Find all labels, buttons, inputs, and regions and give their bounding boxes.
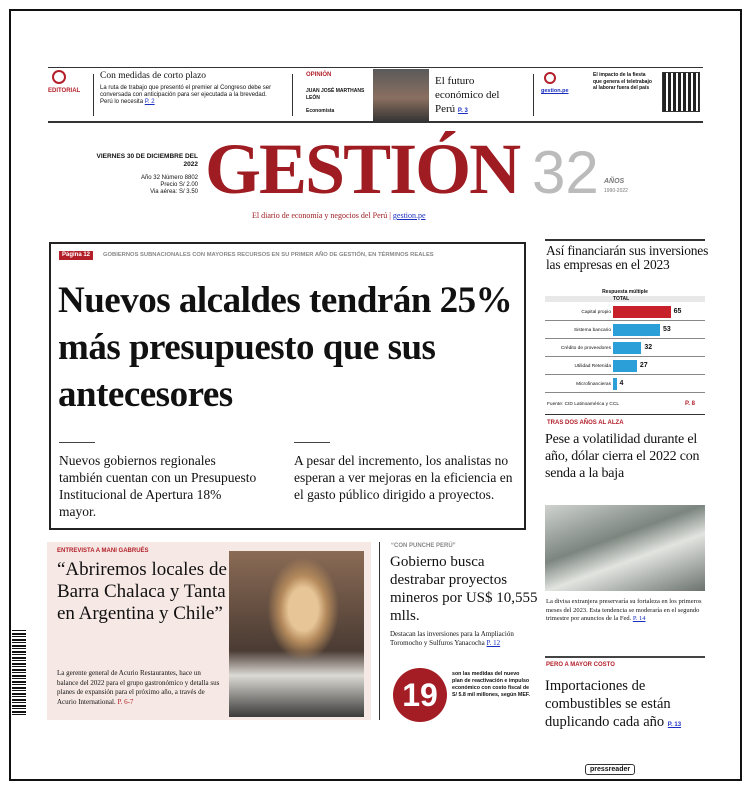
price-provinces: Via aérea: S/ 3.50 xyxy=(150,189,198,195)
chart-bar xyxy=(613,360,637,372)
lead-subhead-2: A pesar del incremento, los analistas no esperan a ver mejoras en la eficiencia en el gasto público dirigido a proyectos. xyxy=(294,453,513,502)
editorial-title: Con medidas de corto plazo xyxy=(100,71,207,81)
interview-headline[interactable]: “Abriremos locales de Barra Chalaca y Tanta en Argentina y Chile” xyxy=(57,559,227,624)
editorial-ref-link[interactable]: P. 2 xyxy=(144,99,155,105)
editorial-text: La ruta de trabajo que presentó el premier al Congreso debe ser conversada con anticipación para ser ejecutada a la brevedad. Perú lo necesita xyxy=(100,85,272,105)
chart-row xyxy=(545,339,705,357)
stat-text: son las medidas del nuevo plan de reactivación e impulso económico con costo fiscal de S/ 5.8 mil millones, según MEF. xyxy=(452,671,531,698)
mining-text: Destacan las inversiones para la Ampliación Toromocho y Sulfuros Yanacocha xyxy=(390,630,514,647)
price: Precio S/ 2.00 xyxy=(160,182,198,188)
chart-value-label: 27 xyxy=(639,362,648,369)
page-tag: Página 12 xyxy=(59,251,93,260)
chart-row xyxy=(545,321,705,339)
issue-date: VIERNES 30 DE DICIEMBRE DEL 2022 xyxy=(96,153,198,168)
chart-category-label: Crédito de proveedores xyxy=(560,346,611,351)
chart-value-label: 32 xyxy=(644,344,653,351)
chart-row xyxy=(545,357,705,375)
lead-headline[interactable]: Nuevos alcaldes tendrán 25% más presupuesto que sus antecesores xyxy=(58,280,513,415)
fuel-headline[interactable]: Importaciones de combustibles se están duplicando cada año xyxy=(545,678,671,730)
chart-title: Así financiarán sus inversiones las empresas en el 2023 xyxy=(546,243,709,272)
web-link[interactable]: gestion.pe xyxy=(541,88,569,94)
chart-row xyxy=(545,375,705,393)
dollar-headline[interactable]: Pese a volatilidad durante el año, dólar cierra el 2022 con senda a la baja xyxy=(545,432,700,481)
site-link[interactable]: gestion.pe xyxy=(392,211,426,220)
web-icon xyxy=(544,72,556,84)
chart-value-label: 65 xyxy=(673,308,682,315)
chart-category-label: Capital propio xyxy=(581,310,611,315)
opinion-role: Economista xyxy=(306,108,335,114)
interview-text: La gerente general de Acurio Restaurantes, hace un balance del 2022 para el grupo gastronómico y detalla sus planes de expansión para el próximo año, a través de Acurio International. xyxy=(57,669,220,706)
chart-category-label: Sistema bancario xyxy=(573,328,611,333)
chart-bar xyxy=(613,342,641,354)
interview-ref[interactable]: P. 6-7 xyxy=(117,697,134,706)
interview-photo xyxy=(229,551,364,717)
dollar-ref-link[interactable]: P. 14 xyxy=(632,615,646,622)
anniversary-label: AÑOS xyxy=(604,178,625,185)
top-strip xyxy=(48,67,703,123)
dollar-kicker: TRAS DOS AÑOS AL ALZA xyxy=(547,420,624,426)
chart-value-label: 4 xyxy=(619,380,624,387)
fuel-kicker: PERO A MAYOR COSTO xyxy=(546,662,615,668)
opinion-label: OPINIÓN xyxy=(306,72,332,78)
stat-number-badge: 19 xyxy=(393,668,447,722)
gestion-logo[interactable]: GESTIÓN xyxy=(205,129,520,209)
interview-box[interactable] xyxy=(47,542,371,720)
bar-chart xyxy=(545,303,705,395)
chart-bar xyxy=(613,306,671,318)
chart-bar xyxy=(613,378,617,390)
dollar-text: La divisa extranjera preservaría su fortaleza en los primeros meses del 2023. Esta tendencia se moderaría en el segundo trimestre por anuncios de la Fed. xyxy=(546,598,702,622)
opinion-title: El futuro económico del Perú xyxy=(435,75,500,115)
mining-ref-link[interactable]: P. 12 xyxy=(486,639,501,647)
editorial-label: EDITORIAL xyxy=(48,88,81,94)
chart-bar xyxy=(613,324,660,336)
issue-number: Año 32 Número 8802 xyxy=(140,175,198,181)
chart-value-label: 53 xyxy=(662,326,671,333)
chart-page-ref[interactable]: P. 8 xyxy=(685,401,695,407)
web-text: El impacto de la fiesta que genera el teletrabajo al laborar fuera del país xyxy=(593,72,652,91)
dollar-bills-photo xyxy=(545,505,705,591)
chart-category-label: Utilidad Retenida xyxy=(574,364,611,369)
opinion-ref-link[interactable]: P. 3 xyxy=(457,108,468,114)
lead-story[interactable] xyxy=(49,242,526,530)
interview-kicker: ENTREVISTA A MANI GABRUÉS xyxy=(57,548,149,554)
pressreader-logo[interactable]: pressreader xyxy=(585,764,635,775)
chart-column-label: TOTAL xyxy=(545,296,705,302)
anniversary-years: 1990-2022 xyxy=(604,188,628,194)
fuel-ref-link[interactable]: P. 13 xyxy=(667,722,682,728)
editorial-icon xyxy=(52,70,66,84)
qr-code-icon[interactable] xyxy=(662,72,700,112)
chart-subtitle: Respuesta múltiple xyxy=(602,289,648,295)
mining-headline[interactable]: Gobierno busca destrabar proyectos mineros por US$ 10,555 mlls. xyxy=(390,554,538,624)
lead-subhead-1: Nuevos gobiernos regionales también cuentan con un Presupuesto Institucional de Apertura 18% mayor. xyxy=(59,453,257,519)
tagline: El diario de economía y negocios del Perú xyxy=(252,211,388,220)
anniversary-number: 32 xyxy=(532,139,599,206)
opinion-author-photo xyxy=(373,69,429,122)
opinion-author: JUAN JOSÉ MARTHANS LEÓN xyxy=(306,88,365,101)
lead-kicker: GOBIERNOS SUBNACIONALES CON MAYORES RECURSOS EN SU PRIMER AÑO DE GESTIÓN, EN TÉRMINOS REALES xyxy=(103,252,434,258)
chart-category-label: Microfinancieras xyxy=(576,382,611,387)
barcode-icon xyxy=(12,630,26,715)
mining-kicker: “CON PUNCHE PERÚ” xyxy=(391,543,456,549)
chart-source: Fuente: CID Latinoamérica y CCL xyxy=(547,402,619,407)
chart-row xyxy=(545,303,705,321)
